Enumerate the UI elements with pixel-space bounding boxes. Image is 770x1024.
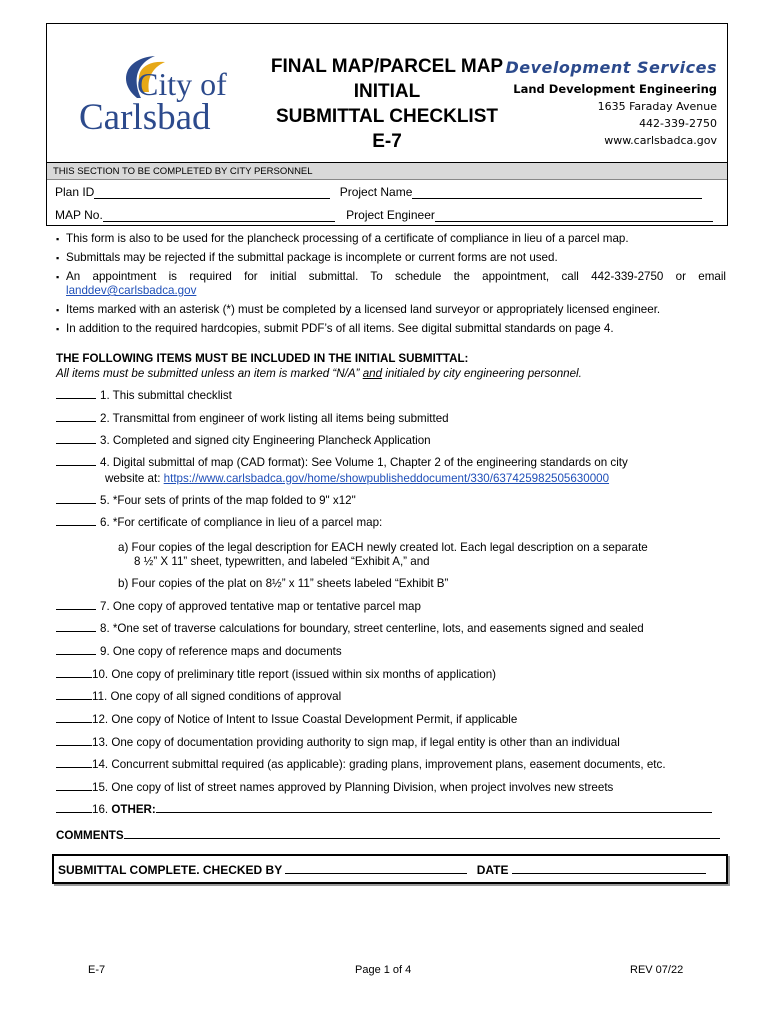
email-link[interactable]: landdev@carlsbadca.gov <box>66 284 197 297</box>
item-text: 8. *One set of traverse calculations for boundary, street centerline, lots, and easements signed and sealed <box>100 622 644 635</box>
city-personnel-section <box>46 162 728 226</box>
item-text: 15. One copy of list of street names approved by Planning Division, when project involves new streets <box>92 781 614 794</box>
dev-services-title: Development Services <box>505 58 717 77</box>
initial-blank[interactable] <box>56 805 92 813</box>
item-text: 12. One copy of Notice of Intent to Issue Coastal Development Permit, if applicable <box>92 713 518 726</box>
checklist-item-12 <box>56 713 517 727</box>
instruction-item: ▪ This form is also to be used for the plancheck processing of a certificate of compliance in lieu of a parcel map. <box>56 232 726 246</box>
checked-by-label: SUBMITTAL COMPLETE. CHECKED BY <box>58 863 286 877</box>
initial-blank[interactable] <box>56 624 96 632</box>
footer-form-id: E-7 <box>88 964 106 976</box>
initial-blank[interactable] <box>56 692 92 700</box>
comments-label: COMMENTS <box>56 829 124 842</box>
department-website: www.carlsbadca.gov <box>604 134 717 147</box>
city-logo <box>79 52 229 136</box>
checklist-item-2 <box>56 412 449 426</box>
initial-blank[interactable] <box>56 760 92 768</box>
department-address: 1635 Faraday Avenue <box>597 100 717 113</box>
plan-id-label: Plan ID <box>55 185 95 199</box>
initial-blank[interactable] <box>56 783 92 791</box>
date-label: DATE <box>476 863 512 877</box>
item-text: 4. Digital submittal of map (CAD format): See Volume 1, Chapter 2 of the engineering standards on city <box>100 456 628 469</box>
department-name: Land Development Engineering <box>513 82 717 96</box>
instructions-list <box>56 232 726 341</box>
instruction-item <box>56 270 726 284</box>
instruction-item: ▪ Items marked with an asterisk (*) must be completed by a licensed land surveyor or appropriately licensed engineer. <box>56 303 726 317</box>
department-info <box>505 58 717 149</box>
subheading-part: All items must be submitted unless an item is marked “N/A” <box>56 367 363 380</box>
instruction-text: An appointment is required for initial submittal. To schedule the appointment, call 442-339-2750 or email <box>66 270 726 283</box>
checked-by-field[interactable] <box>285 864 467 874</box>
map-no-label: MAP No. <box>55 208 103 222</box>
initial-blank[interactable] <box>56 458 96 466</box>
initial-blank[interactable] <box>56 518 96 526</box>
initial-blank[interactable] <box>56 496 96 504</box>
initial-blank[interactable] <box>56 670 92 678</box>
item-text: 7. One copy of approved tentative map or tentative parcel map <box>100 600 421 613</box>
section-heading: THE FOLLOWING ITEMS MUST BE INCLUDED IN THE INITIAL SUBMITTAL: <box>56 352 469 365</box>
map-no-field[interactable] <box>103 211 335 222</box>
initial-blank[interactable] <box>56 738 92 746</box>
checklist-item-5 <box>56 494 356 508</box>
other-field[interactable] <box>156 803 712 813</box>
checklist-item-13 <box>56 736 620 750</box>
item-text: 1. This submittal checklist <box>100 389 232 402</box>
item-text: 5. *Four sets of prints of the map folded to 9" x12" <box>100 494 356 507</box>
project-name-field[interactable] <box>412 188 702 199</box>
plan-id-field[interactable] <box>94 188 330 199</box>
title-line-2: INITIAL <box>353 81 421 102</box>
initial-blank[interactable] <box>56 436 96 444</box>
comments-field[interactable] <box>124 829 720 839</box>
title-line-1: FINAL MAP/PARCEL MAP <box>270 56 504 77</box>
engineering-standards-link[interactable]: https://www.carlsbadca.gov/home/showpublisheddocument/330/637425982505630000 <box>163 472 610 485</box>
checklist-item-10 <box>56 668 496 682</box>
project-engineer-field[interactable] <box>435 211 713 222</box>
subheading-part: initialed by city engineering personnel. <box>382 367 582 380</box>
item-text: 10. One copy of preliminary title report (issued within six months of application) <box>92 668 497 681</box>
checklist-item-7 <box>56 600 421 614</box>
item-6a-cont: 8 ½” X 11” sheet, typewritten, and labeled “Exhibit A,” and <box>134 555 430 568</box>
checklist-item-8 <box>56 622 644 636</box>
initial-blank[interactable] <box>56 391 96 399</box>
section-subheading <box>56 367 582 380</box>
checklist-item-16 <box>56 803 712 817</box>
checklist-item-6 <box>56 516 382 530</box>
title-line-3: SUBMITTAL CHECKLIST <box>275 106 498 127</box>
instruction-item: ▪ Submittals may be rejected if the submittal package is incomplete or current forms are not used. <box>56 251 726 265</box>
email-link-row <box>56 284 726 298</box>
instruction-item: ▪ In addition to the required hardcopies, submit PDF’s of all items. See digital submittal standards on page 4. <box>56 322 726 336</box>
checklist-item-1 <box>56 389 232 403</box>
item-text: website at: <box>105 472 164 485</box>
title-line-4: E-7 <box>372 131 402 152</box>
item-text: 9. One copy of reference maps and documents <box>100 645 342 658</box>
item-text: 11. One copy of all signed conditions of approval <box>92 690 342 703</box>
item-4-link-row <box>105 472 609 486</box>
project-engineer-label: Project Engineer <box>346 208 435 222</box>
plan-id-row <box>55 185 702 199</box>
item-text: 3. Completed and signed city Engineering Plancheck Application <box>100 434 431 447</box>
logo-city-text: City of <box>137 66 227 102</box>
initial-blank[interactable] <box>56 414 96 422</box>
checklist-item-11 <box>56 690 341 704</box>
initial-blank[interactable] <box>56 715 92 723</box>
checklist-item-15 <box>56 781 613 795</box>
initial-blank[interactable] <box>56 602 96 610</box>
form-title <box>247 54 527 154</box>
map-no-row <box>55 208 713 222</box>
city-section-banner: THIS SECTION TO BE COMPLETED BY CITY PERSONNEL <box>47 163 727 180</box>
other-label: OTHER: <box>111 803 156 816</box>
footer-revision: REV 07/22 <box>630 964 684 976</box>
item-6a: a) Four copies of the legal description for EACH newly created lot. Each legal description on a separate <box>118 541 648 554</box>
submittal-complete-box <box>52 854 728 884</box>
footer-page-number: Page 1 of 4 <box>355 964 412 976</box>
checklist-item-9 <box>56 645 342 659</box>
item-text: 16. <box>92 803 112 816</box>
project-name-label: Project Name <box>339 185 413 199</box>
item-text: 6. *For certificate of compliance in lieu of a parcel map: <box>100 516 383 529</box>
checklist-item-4 <box>56 456 628 470</box>
header-box <box>46 23 728 163</box>
initial-blank[interactable] <box>56 647 96 655</box>
item-text: 2. Transmittal from engineer of work listing all items being submitted <box>100 412 449 425</box>
item-text: 14. Concurrent submittal required (as applicable): grading plans, improvement plans, easement documents, etc. <box>92 758 666 771</box>
department-phone: 442-339-2750 <box>639 117 717 130</box>
comments-row <box>56 829 720 842</box>
item-text: 13. One copy of documentation providing authority to sign map, if legal entity is other than an individual <box>92 736 620 749</box>
checklist-item-3 <box>56 434 431 448</box>
item-6b: b) Four copies of the plat on 8½” x 11” sheets labeled “Exhibit B” <box>118 577 449 590</box>
logo-carlsbad-text: Carlsbad <box>79 97 211 138</box>
checklist-item-14 <box>56 758 666 772</box>
date-field[interactable] <box>512 864 706 874</box>
subheading-and: and <box>362 367 383 380</box>
